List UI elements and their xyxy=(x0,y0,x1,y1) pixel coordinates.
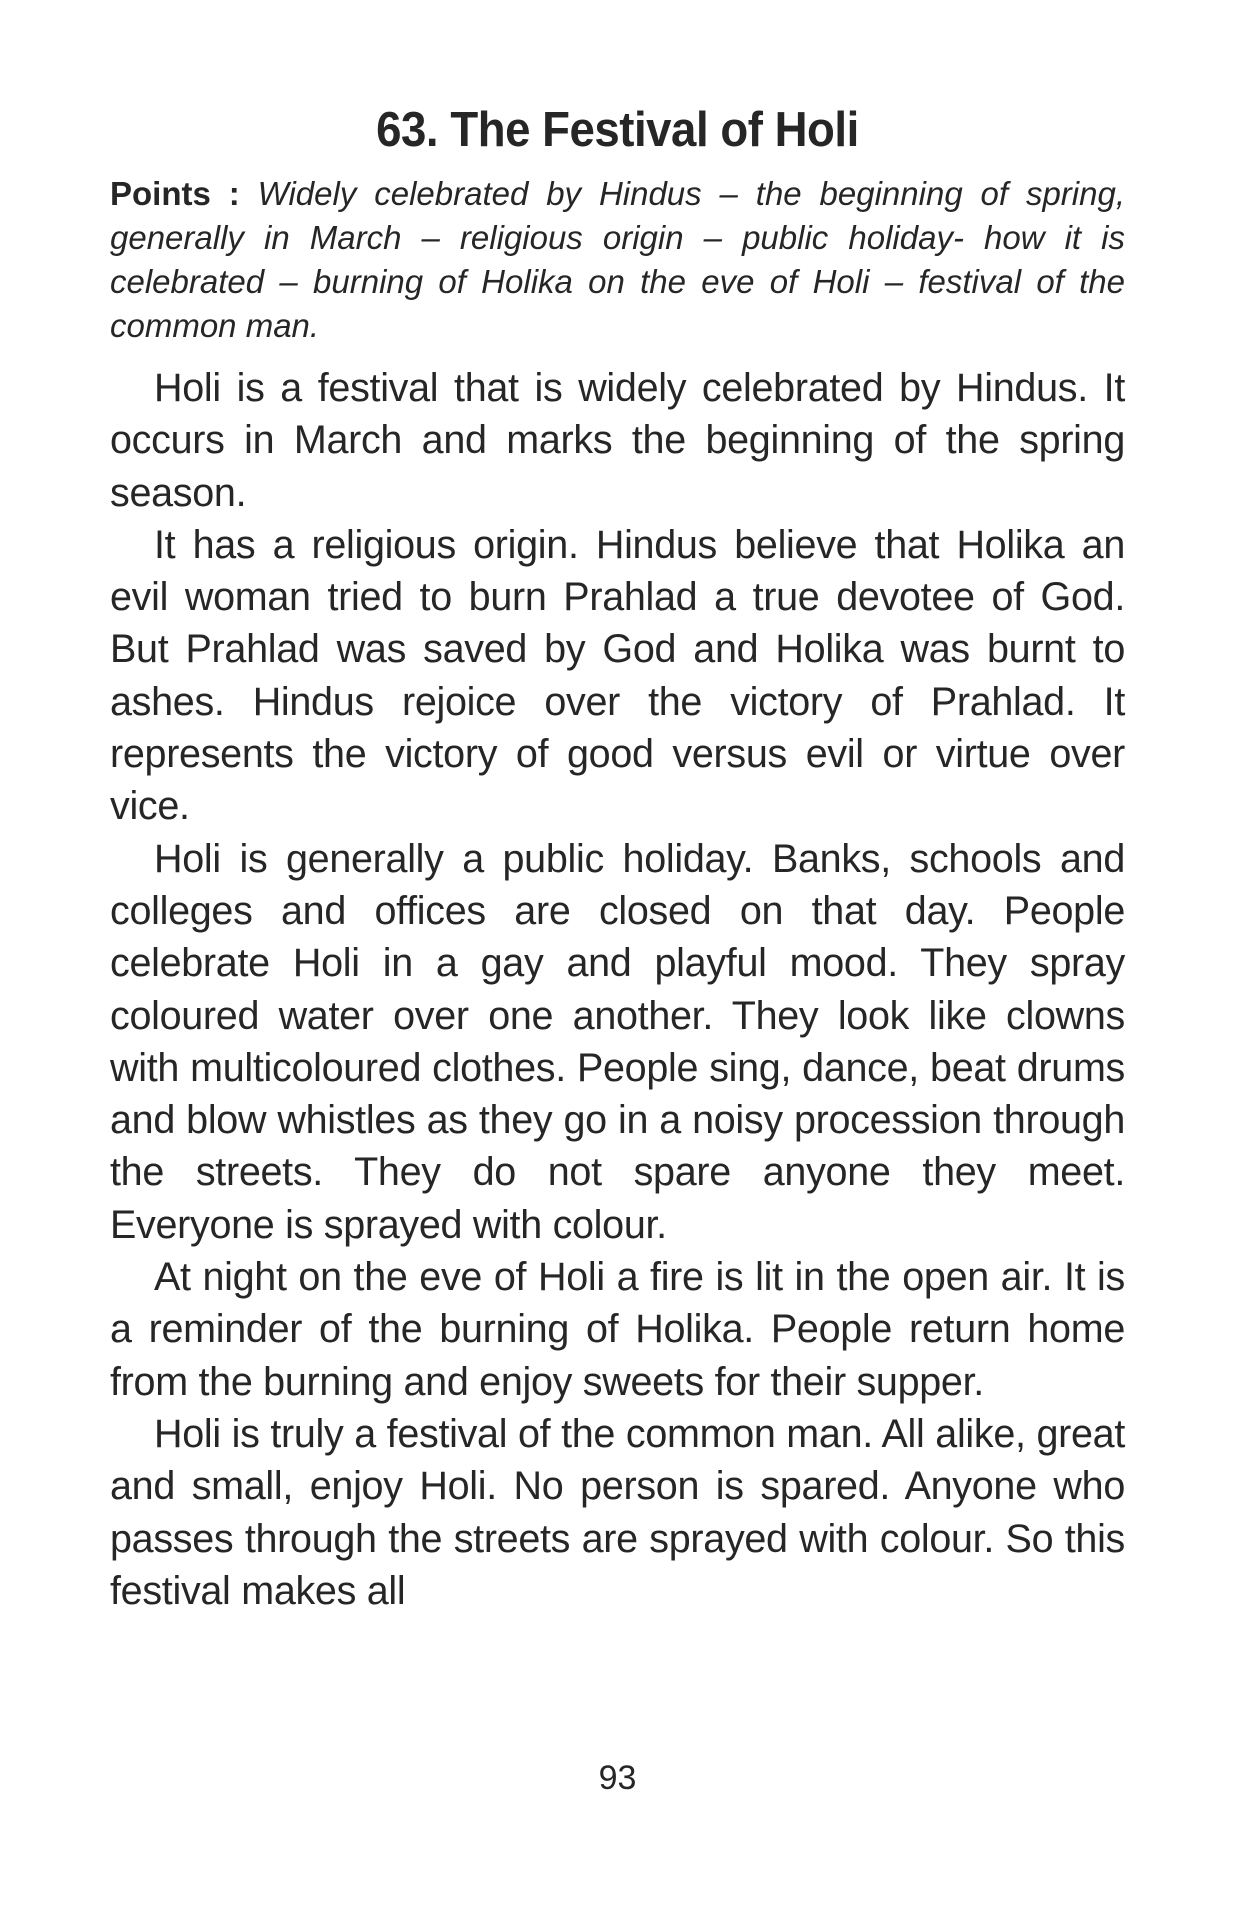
page-number: 93 xyxy=(598,1759,637,1797)
paragraph-holika-burning: At night on the eve of Holi a fire is lit in the open air. It is a reminder of the burning of Holika. People return home from the burning and enjoy sweets for their supper. xyxy=(110,1255,1125,1404)
chapter-title: 63. The Festival of Holi xyxy=(376,103,859,157)
essay-body xyxy=(110,362,1125,1617)
paragraph-common-man: Holi is truly a festival of the common man. All alike, great and small, enjoy Holi. No person is spared. Anyone who passes through the streets are sprayed with colour. So this festival makes all xyxy=(110,1411,1125,1613)
paragraph-celebration: Holi is generally a public holiday. Banks, schools and colleges and offices are closed on that day. People celebrate Holi in a gay and playful mood. They spray coloured water over one another. They look like clowns with multicoloured clothes. People sing, dance, beat drums and blow whistles as they go in a noisy procession through the streets. They do not spare anyone they meet. Everyone is sprayed with colour. xyxy=(110,836,1125,1247)
points-text: Widely celebrated by Hindus – the beginning of spring, generally in March – religious origin – public holiday- how it is celebrated – burning of Holika on the eve of Holi – festival of the common man. xyxy=(110,175,1125,344)
paragraph-religious-origin: It has a religious origin. Hindus believe that Holika an evil woman tried to burn Prahlad a true devotee of God. But Prahlad was saved by God and Holika was burnt to ashes. Hindus rejoice over the victory of Prahlad. It represents the victory of good versus evil or virtue over vice. xyxy=(110,522,1125,829)
book-page xyxy=(110,0,1125,1920)
paragraph-introduction: Holi is a festival that is widely celebrated by Hindus. It occurs in March and marks the beginning of the spring season. xyxy=(110,366,1125,515)
points-summary xyxy=(110,172,1125,348)
points-label: Points : xyxy=(110,175,240,212)
